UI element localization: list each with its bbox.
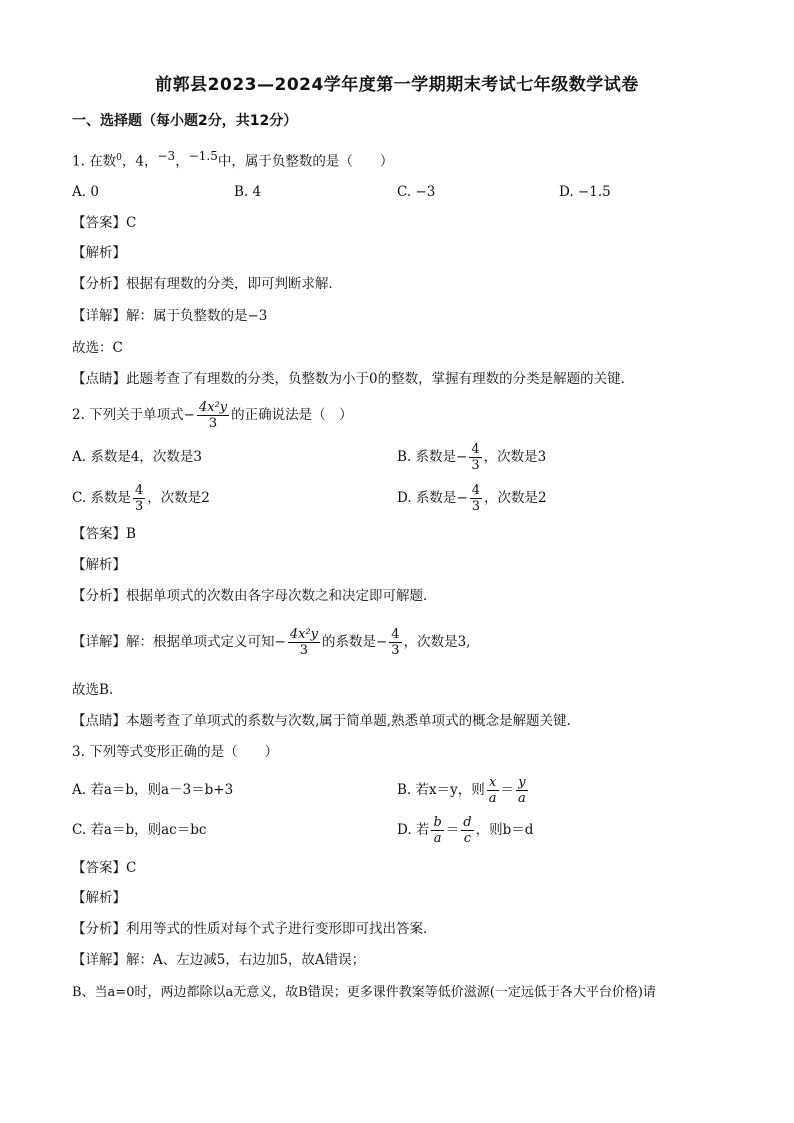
q1-comment: 【点睛】此题考查了有理数的分类，负整数为小于0的整数，掌握有理数的分类是解题的关键． — [72, 371, 635, 387]
option-fraction — [461, 815, 473, 846]
option-text: B. 若x＝y，则 — [397, 782, 485, 798]
q3-last-line: B、当a=0时，两边都除以a无意义，故B错误；更多课件教案等低价滋源(一定远低于各大平台价格)请 — [72, 985, 656, 1000]
q3-stem: 3. 下列等式变形正确的是（ ） — [72, 744, 279, 760]
q2-comment: 【点睛】本题考查了单项式的系数与次数,属于简单题,熟悉单项式的概念是解题关键. — [72, 713, 571, 729]
q1-stem-tail: 中，属于负整数的是（ ） — [217, 153, 394, 170]
q3-option-b — [397, 773, 530, 807]
q2-analysis: 【分析】根据单项式的次数由各字母次数之和决定即可解题． — [72, 588, 437, 604]
option-text: ，次数是3 — [483, 449, 547, 465]
frac-denominator: a — [433, 831, 442, 846]
frac-denominator: 3 — [134, 499, 144, 514]
q1-answer: 【答案】C — [72, 215, 137, 231]
q3-option-c: C. 若a＝b，则ac＝bc — [72, 822, 207, 838]
q1-num-0: 0 — [116, 153, 122, 163]
q1-sep: ， — [144, 153, 158, 170]
frac-denominator: 3 — [391, 643, 400, 658]
q1-detail: 【详解】解：属于负整数的是−3 — [72, 308, 268, 324]
frac-denominator: 3 — [299, 643, 309, 658]
q2-detail — [72, 624, 470, 660]
frac-numerator: 4 — [471, 442, 480, 457]
option-text: D. 若 — [397, 822, 430, 838]
frac-numerator: 4x²y — [198, 400, 228, 415]
frac-numerator: 4 — [134, 483, 144, 498]
detail-text: ，次数是3, — [403, 634, 471, 650]
equals-sign: ＝ — [500, 782, 515, 798]
option-text: ，则b＝d — [475, 822, 534, 838]
q3-jiexi: 【解析】 — [72, 890, 126, 906]
frac-numerator: 4x²y — [289, 627, 318, 642]
equals-sign: ＝ — [445, 822, 460, 838]
option-text: B. 系数是 — [397, 449, 457, 465]
option-text: D. 系数是 — [397, 490, 457, 506]
frac-numerator: 4 — [391, 627, 400, 642]
frac-denominator: 3 — [471, 458, 480, 473]
option-fraction — [470, 483, 482, 514]
q1-option-a: A. 0 — [72, 184, 99, 200]
q2-option-c — [72, 481, 210, 515]
frac-numerator: x — [487, 775, 499, 791]
q1-option-c: C. −3 — [397, 184, 436, 200]
option-fraction — [431, 815, 443, 846]
option-text: ，次数是2 — [484, 490, 547, 506]
q1-option-d: D. −1.5 — [559, 184, 611, 200]
minus-sign: − — [375, 634, 388, 650]
q2-choice: 故选B. — [72, 682, 114, 698]
q1-num-2: −3 — [157, 149, 176, 163]
option-fraction — [469, 442, 481, 473]
detail-fraction — [389, 627, 401, 658]
option-text: ，次数是2 — [147, 490, 210, 506]
q2-jiexi: 【解析】 — [72, 557, 126, 573]
q2-option-b — [397, 440, 546, 474]
frac-numerator: y — [516, 775, 528, 791]
frac-numerator: d — [463, 815, 472, 830]
option-fraction — [133, 483, 145, 514]
q3-detail: 【详解】解：A、左边减5，右边加5，故A错误； — [72, 952, 366, 968]
detail-text: 的系数是 — [321, 634, 376, 650]
q1-num-1: 4 — [135, 153, 144, 170]
q2-stem-text: 2. 下列关于单项式 — [72, 407, 184, 423]
q3-analysis: 【分析】利用等式的性质对每个式子进行变形即可找出答案． — [72, 921, 437, 937]
q1-stem-text: 1. 在数 — [72, 153, 117, 170]
q1-sep: ， — [121, 153, 136, 170]
q1-stem — [72, 146, 393, 172]
q1-jiexi: 【解析】 — [72, 245, 126, 261]
q1-num-3: −1.5 — [188, 149, 218, 163]
minus-sign: − — [456, 449, 468, 465]
minus-sign: − — [183, 407, 195, 423]
q3-option-a: A. 若a＝b，则a－3＝b+3 — [72, 782, 234, 798]
minus-sign: − — [274, 634, 286, 650]
q2-fraction — [197, 400, 229, 431]
frac-denominator: 3 — [208, 416, 218, 431]
q2-answer: 【答案】B — [72, 526, 136, 542]
frac-numerator: 4 — [471, 483, 481, 498]
frac-denominator: c — [463, 831, 472, 846]
q2-stem-tail: 的正确说法是（ ） — [231, 407, 353, 423]
frac-denominator: a — [488, 791, 497, 806]
option-fraction — [487, 775, 499, 806]
q3-option-d — [397, 813, 533, 847]
detail-text: 【详解】解：根据单项式定义可知 — [72, 634, 275, 650]
q3-answer: 【答案】C — [72, 860, 137, 876]
q1-choice: 故选：C — [72, 340, 123, 356]
frac-numerator: b — [433, 815, 442, 830]
section-heading: 一、选择题（每小题2分，共12分） — [72, 113, 298, 129]
detail-fraction — [288, 627, 320, 658]
q2-option-d — [397, 481, 547, 515]
frac-denominator: a — [518, 791, 526, 806]
q1-sep: ， — [175, 153, 189, 170]
option-text: C. 系数是 — [72, 490, 131, 506]
q1-analysis: 【分析】根据有理数的分类，即可判断求解． — [72, 276, 342, 292]
q1-option-b: B. 4 — [234, 184, 262, 200]
option-fraction — [516, 775, 528, 806]
frac-denominator: 3 — [471, 499, 481, 514]
minus-sign: − — [456, 490, 468, 506]
q2-option-a: A. 系数是4，次数是3 — [72, 449, 203, 465]
page-title: 前郭县2023—2024学年度第一学期期末考试七年级数学试卷 — [155, 75, 639, 95]
q2-stem — [72, 398, 353, 432]
